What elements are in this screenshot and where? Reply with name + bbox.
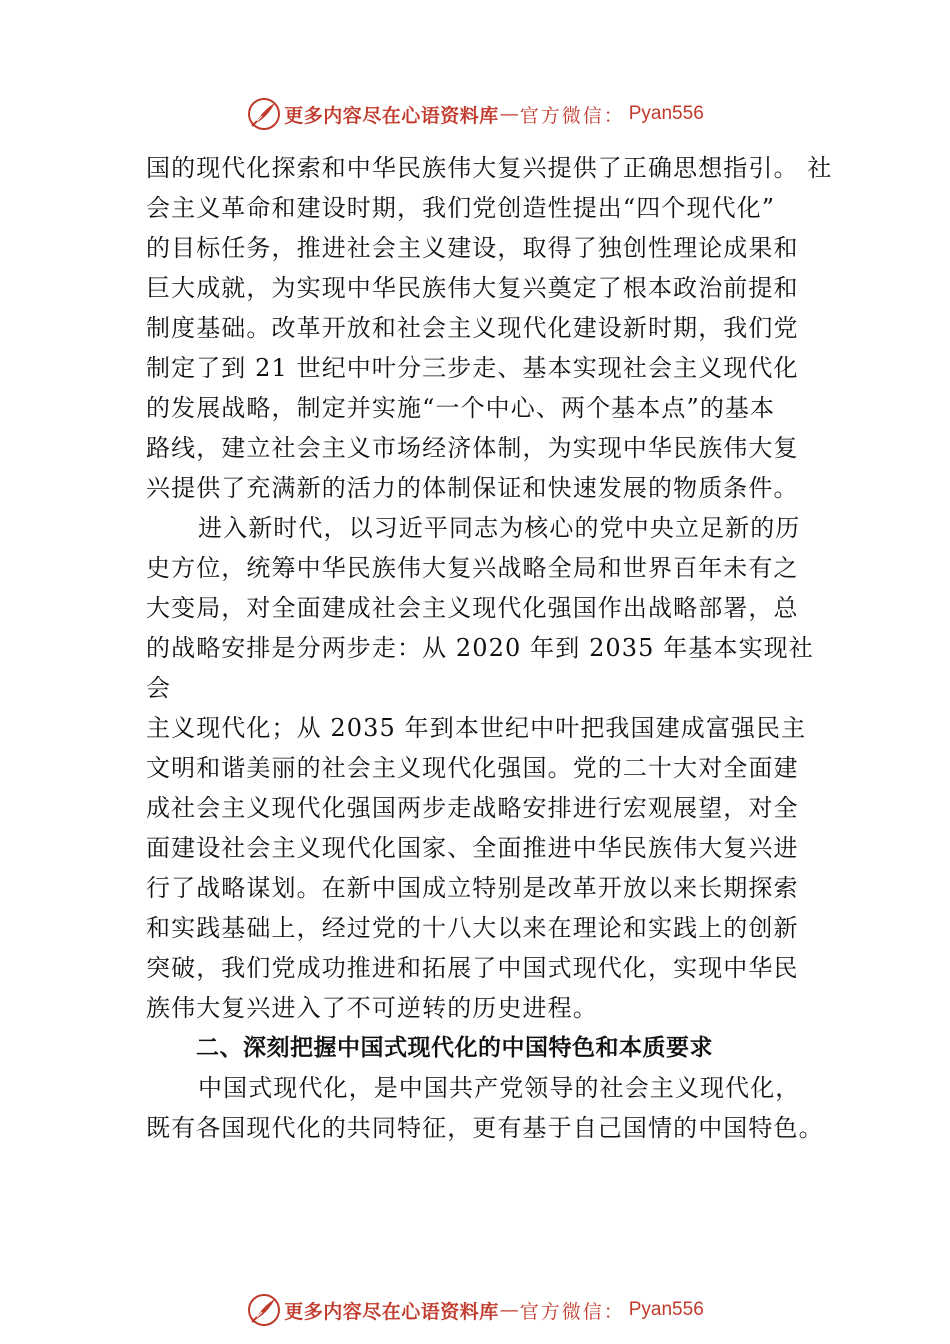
body-line: 大变局，对全面建成社会主义现代化强国作出战略部署，总 (146, 594, 799, 622)
body-line: 史方位，统筹中华民族伟大复兴战略全局和世界百年未有之 (146, 554, 799, 582)
body-line: 主义现代化；从 2035 年到本世纪中叶把我国建成富强民主 (146, 714, 807, 742)
body-line: 既有各国现代化的共同特征，更有基于自己国情的中国特色。 (146, 1114, 824, 1142)
body-line: 路线，建立社会主义市场经济体制，为实现中华民族伟大复 (146, 434, 799, 462)
body-line: 面建设社会主义现代化国家、全面推进中华民族伟大复兴进 (146, 834, 799, 862)
banner-separator: — (499, 103, 519, 125)
paragraph-start-line: 进入新时代，以习近平同志为核心的党中央立足新的历 (198, 514, 801, 542)
body-line: 会 (146, 674, 172, 702)
body-line: 族伟大复兴进入了不可逆转的历史进程。 (146, 994, 598, 1022)
banner-text: 更多内容尽在心语资料库 (284, 1300, 499, 1323)
body-line: 突破，我们党成功推进和拓展了中国式现代化，实现中华民 (146, 954, 799, 982)
body-line: 制度基础。改革开放和社会主义现代化建设新时期，我们党 (146, 314, 799, 342)
paragraph-start-line: 中国式现代化，是中国共产党领导的社会主义现代化， (198, 1074, 801, 1102)
body-line: 的战略安排是分两步走：从 2020 年到 2035 年基本实现社 (146, 634, 814, 662)
body-line: 会主义革命和建设时期，我们党创造性提出“四个现代化” (146, 194, 776, 222)
footer-banner (0, 1290, 950, 1330)
body-line: 兴提供了充满新的活力的体制保证和快速发展的物质条件。 (146, 474, 799, 502)
banner-wechat-label: 官方微信： (519, 104, 625, 127)
header-banner (0, 94, 950, 134)
document-body (146, 148, 836, 1148)
body-line: 成社会主义现代化强国两步走战略安排进行宏观展望，对全 (146, 794, 799, 822)
banner-wechat-label: 官方微信： (519, 1300, 625, 1323)
body-line: 和实践基础上，经过党的十八大以来在理论和实践上的创新 (146, 914, 799, 942)
body-line: 行了战略谋划。在新中国成立特别是改革开放以来长期探索 (146, 874, 799, 902)
banner-text: 更多内容尽在心语资料库 (284, 104, 499, 127)
body-line: 文明和谐美丽的社会主义现代化强国。党的二十大对全面建 (146, 754, 799, 782)
section-heading: 二、深刻把握中国式现代化的中国特色和本质要求 (196, 1035, 713, 1061)
body-line: 巨大成就，为实现中华民族伟大复兴奠定了根本政治前提和 (146, 274, 799, 302)
quill-logo-icon (246, 1292, 282, 1328)
banner-wechat-id: Pyan556 (628, 103, 704, 124)
body-line: 制定了到 21 世纪中叶分三步走、基本实现社会主义现代化 (146, 354, 799, 382)
body-line: 的目标任务，推进社会主义建设，取得了独创性理论成果和 (146, 234, 799, 262)
banner-wechat-id: Pyan556 (628, 1299, 704, 1320)
body-line: 的发展战略，制定并实施“一个中心、两个基本点”的基本 (146, 394, 776, 422)
body-line: 国的现代化探索和中华民族伟大复兴提供了正确思想指引。 社 (146, 154, 833, 182)
banner-separator: — (499, 1299, 519, 1321)
quill-logo-icon (246, 96, 282, 132)
